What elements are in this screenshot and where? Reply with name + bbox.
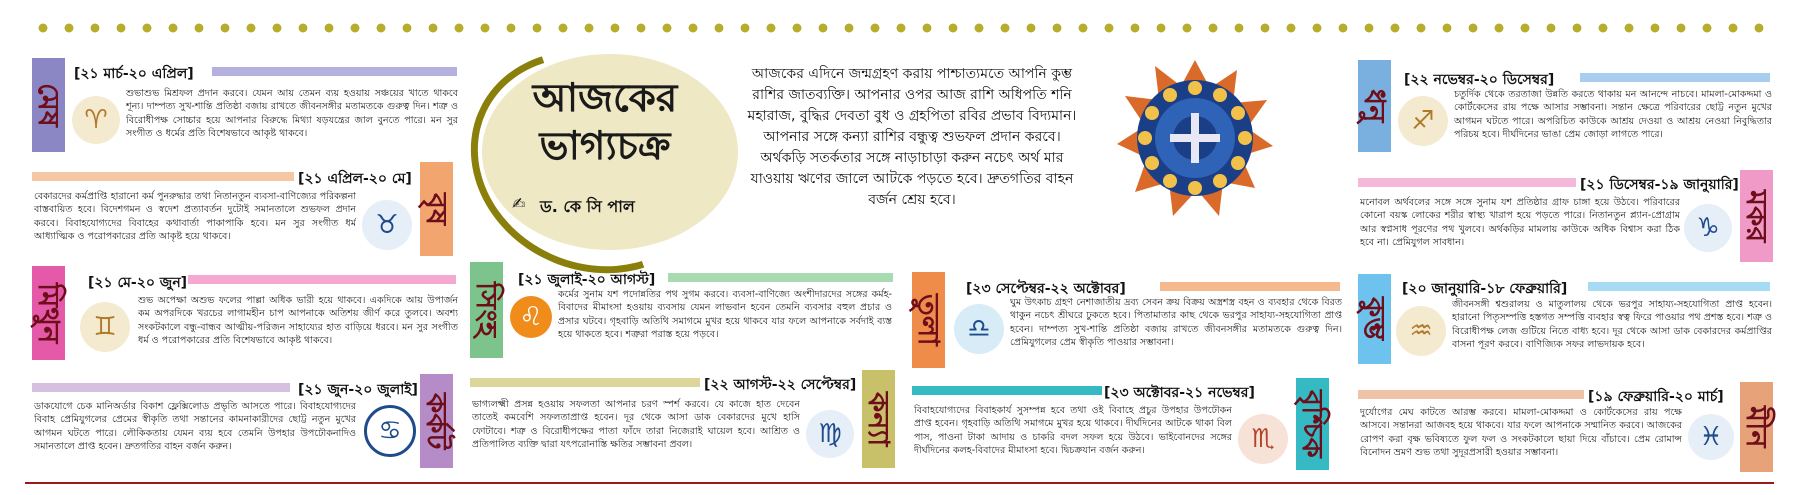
date-dhanu: [২২ নভেম্বর-২০ ডিসেম্বর] [1404, 72, 1555, 88]
stripe-tula [1160, 282, 1340, 291]
gemini-symbol-icon: ♊ [80, 302, 130, 352]
sign-name-brish: বৃষ [420, 192, 454, 226]
text-brish: বেকারদের কর্মপ্রাপ্তি হারানো কর্ম পুনরুদ্ধার তথা নিতানতুন ব্যবসা-বাণিজ্যের পরিকল্পনা বাস্তবায়িত হবে। বিদেশগমন ও স্বদেশ প্রত্যাবর্তন দুটোই সমানতালে শুভফল প্রদান করবে। বিবাহযোগ্যদের বিবাহের কথাবার্তা পাকাপাকি হবে। মন সুর সংগীত ধর্ম আধ্যাত্মিক ও পরোপকারের প্রতি আকৃষ্ট হয়ে থাকবে। [34, 191, 356, 243]
stripe-brishchik [912, 386, 1102, 395]
sign-name-brishchik: বৃশ্চিক [1296, 390, 1330, 458]
date-kanya: [২২ আগস্ট-২২ সেপ্টেম্বর] [704, 377, 857, 393]
sign-name-makar: মকর [1740, 189, 1774, 243]
sign-name-dhanu: ধনু [1358, 89, 1392, 123]
aquarius-symbol-icon: ♒ [1396, 306, 1446, 356]
sign-tab-mithun [32, 266, 65, 360]
text-mithun: শুভ অপেক্ষা অশুভ ফলের পাল্লা অধিক ভারী হয়ে থাকবে। একদিকে আয় উপার্জন কম অপরদিকে খরচের লাগামহীন চাপ আপনাকে অতিশয় জীর্ণ করে তুলবে। অবশ্য সংকটকালে বন্ধু-বান্ধব আত্মীয়-পরিজন সাহায্যের হাত বাড়িয়ে ধরবে। মন সুর সংগীত ধর্ম ও পরোপকারের প্রতি বিশেষভাবে আকৃষ্ট থাকবে। [138, 295, 458, 347]
text-kumbha: জীবনসঙ্গী শ্বশুরালয় ও মাতুলালয় থেকে ভরপুর সাহায্য-সহযোগিতা প্রাপ্ত হবেন। হারানো পিতৃসম্পত্তি হস্তগত সম্পত্তি ব্যবহার স্বত্ব ফিরে পাওয়ার পথ প্রশস্ত হবে। শত্রু ও বিরোধীপক্ষ লেজ গুটিয়ে নিতে বাধ্য হবে। দূর থেকে আসা ডাক বেকারদের কর্মপ্রাপ্তির বাসনা পূরণ করবে। বাণিজ্যিক সফর লাভদায়ক হবে। [1452, 299, 1772, 351]
stripe-brish [32, 172, 294, 181]
text-singha: কর্মের সুনাম যশ পদোন্নতির পথ সুগম করবে। ব্যবসা-বাণিজ্যে অংশীদারদের সঙ্গের কর্মহ-বিবাদের মীমাংসা হওয়ায় ব্যবসায় যেমন লাভবান হবেন তেমনি ব্যবসার বহুল প্রচার ও প্রসার ঘটবে। গৃহবাড়ি অতিথি সমাগমে মুখর হয়ে থাকবে যার ফলে আপনাকে সর্বদাই ব্যস্ত হয়ে থাকতে হবে। শত্রুরা পরাস্ত হয়ে পড়বে। [558, 289, 892, 341]
stripe-kanya [470, 378, 700, 387]
top-dotted-border [30, 22, 1774, 34]
stripe-kumbha [1588, 282, 1770, 291]
sign-tab-karkat [420, 374, 453, 468]
sign-tab-singha [470, 262, 503, 358]
virgo-symbol-icon: ♍ [806, 410, 854, 458]
sign-tab-meen [1740, 382, 1773, 472]
text-kanya: ভাগ্যলক্ষ্মী প্রসন্ন হওয়ায় সফলতা আপনার চরণ স্পর্শ করবে। যে কাজে হাত দেবেন তাতেই কমবেশি সফলতাপ্রাপ্ত হবেন। দূর থেকে আসা ডাক বেকারদের মুখে হাসি ফোটাবে। শত্রু ও বিরোধীপক্ষের পাতা ফাঁদে তারা নিজেরাই ঘায়েল হবে। আশ্রিত ও প্রতিপালিত ব্যক্তি দ্বারা যৎপরোনাস্তি ক্ষতির সম্ভাবনা প্রবল। [472, 399, 800, 451]
text-meen: দুর্যোগের মেঘ কাটতে আরম্ভ করবে। মামলা-মোকদ্দমা ও কোর্টকেসের রায় পক্ষে আসবে। সন্তানরা আজবহ হয়ে থাকবে। যার ফলে আপনাকে সম্মানিত করবে। আজকের রোপণ করা বৃক্ষ ভবিষ্যতে ফুল ফল ও সংকটকালে ছায়া দিয়ে বাঁচাবে। প্রেম রোমান্স বিনোদন ভ্রমণ শুভ তথা সুদূরপ্রসারী হওয়ার সম্ভাবনা। [1360, 407, 1682, 459]
sign-name-singha: সিংহ [470, 282, 504, 338]
intro-text: আজকের এদিনে জন্মগ্রহণ করায় পাশ্চাত্যমতে আপনি কুম্ভ রাশির জাতব্যক্তি। আপনার ওপর আজ রাশি অধিপতি শনি মহারাজ, বুদ্ধির দেবতা বুধ ও গ্রহপিতা রবির প্রভাব বিদ্যমান। আপনার সঙ্গে কন্যা রাশির বন্ধুত্ব শুভফল প্রদান করবে। অর্থকড়ি সতর্কতার সঙ্গে নাড়াচাড়া করুন নচেৎ অর্থ মার যাওয়ায় ঋণের জালে আটকে পড়তে হবে। দ্রুতগতির বাহন বর্জন শ্রেয় হবে। [747, 66, 1077, 208]
sign-name-karkat: কর্কট [420, 392, 454, 450]
sign-name-mesh: মেষ [32, 83, 66, 127]
page-title: আজকের ভাগ্যচক্র [532, 75, 678, 169]
aries-symbol-icon: ♈ [72, 96, 120, 144]
date-kumbha: [২০ জানুয়ারি-১৮ ফেব্রুয়ারি] [1402, 281, 1568, 297]
text-mesh: শুভাশুভ মিশ্রফল প্রদান করবে। যেমন আয় তেমন ব্যয় হওয়ায় সঞ্চয়ের খাতে থাকবে শূন্য। দাম্পত্য সুখ-শান্তি প্রতিষ্ঠা বজায় রাখতে জীবনসঙ্গীর মতামতকে গুরুত্ব দিন। শত্রু ও বিরোধীপক্ষ সোচ্চার হয়ে আপনার বিরুদ্ধে মিথ্যা ষড়যন্ত্রের জাল বুনতে পারে। মন সুর সংগীত ও ধর্মের প্রতি বিশেষভাবে আকৃষ্ট থাকবে। [126, 88, 458, 140]
stripe-dhanu [1580, 73, 1770, 82]
sign-tab-tula [912, 272, 945, 368]
date-brishchik: [২৩ অক্টোবর-২১ নভেম্বর] [1104, 385, 1255, 401]
sign-tab-brish [420, 162, 453, 256]
leo-symbol-icon: ♌ [510, 296, 552, 338]
capricorn-symbol-icon: ♑ [1684, 204, 1732, 252]
date-karkat: [২১ জুন-২০ জুলাই] [298, 382, 418, 398]
sign-name-tula: তুলা [912, 294, 946, 346]
zodiac-wheel-icon [1115, 58, 1275, 218]
date-tula: [২৩ সেপ্টেম্বর-২২ অক্টোবর] [966, 281, 1126, 297]
sign-tab-kanya [862, 370, 895, 468]
scorpio-symbol-icon: ♏ [1238, 414, 1288, 464]
date-mesh: [২১ মার্চ-২০ এপ্রিল] [74, 66, 194, 82]
bottom-rule [25, 482, 1774, 484]
cancer-symbol-icon: ♋ [364, 405, 416, 457]
date-makar: [২১ ডিসেম্বর-১৯ জানুয়ারি] [1580, 177, 1739, 193]
stripe-mithun [188, 275, 456, 284]
pisces-symbol-icon: ♓ [1688, 414, 1734, 460]
date-meen: [১৯ ফেব্রুয়ারি-২০ মার্চ] [1588, 389, 1724, 405]
sign-name-meen: মীন [1740, 406, 1774, 448]
stripe-makar [1358, 178, 1576, 187]
stripe-meen [1358, 390, 1584, 399]
libra-symbol-icon: ♎ [954, 304, 1004, 354]
sagittarius-symbol-icon: ♐ [1398, 96, 1448, 146]
taurus-symbol-icon: ♉ [362, 200, 412, 250]
date-singha: [২১ জুলাই-২০ আগস্ট] [518, 272, 656, 288]
stripe-singha [668, 273, 893, 282]
text-makar: মনোবল অর্থবলের সঙ্গে সঙ্গে সুনাম যশ প্রতিষ্ঠার গ্রাফ চাঙ্গা হয়ে উঠবে। পরিবারের কোনো বয়স্ক লোকের শরীর স্বাস্থ্য খারাপ হয়ে পড়তে পারে। নিতানতুন প্ল্যান-প্রোগ্রাম আর স্বপ্নসাধ পূরণের পথ খুলবে। অর্থকড়ির মামলায় কাউকে অধিক বিশ্বাস করা ঠিক হবে না। প্রেমিযুগল সাবধান। [1360, 197, 1680, 249]
text-karkat: ডাকযোগে চেক মানিঅর্ডার বিকাশ ফ্লেক্সিলোড প্রভৃতি আসতে পারে। বিবাহযোগ্যদের বিবাহ প্রেমিযুগলের প্রেমের স্বীকৃতি তথা সন্তানের কামনাকারীদের ছোট্ট নতুন মুখের আগমন ঘটতে পারে। লৌকিকতায় যেমন ব্যয় হবে তেমনি উপহার উপঢৌকনাদিও সমানতালে প্রাপ্ত হবেন। দ্রুতগতির বাহন বর্জন করুন। [34, 401, 356, 453]
stripe-karkat [32, 383, 290, 392]
sign-name-kumbha: কুম্ভ [1358, 297, 1392, 341]
sign-tab-makar [1740, 170, 1773, 262]
sign-tab-kumbha [1358, 274, 1391, 364]
text-brishchik: বিবাহযোগ্যদের বিবাহকার্য সুসম্পন্ন হবে তথা ওই বিবাহে প্রচুর উপহার উপঢৌকন প্রাপ্ত হবেন। গৃহবাড়ি অতিথি সমাগমে মুখর হয়ে থাকবে। দীর্ঘদিনের আটকে থাকা বিল পাস, পাওনা টাকা আদায় ও চাকরি বদল সফল হয়ে উঠবে। ভাইবোনদের সঙ্গের দীর্ঘদিনের কলহ-বিবাদের মীমাংসা হবে। দ্বিচক্রযান বর্জন করুন। [914, 405, 1232, 457]
author-name: ড. কে সি পাল [540, 197, 635, 216]
sign-name-kanya: কন্যা [862, 391, 896, 447]
sign-tab-dhanu [1358, 60, 1391, 152]
sign-tab-mesh [32, 58, 65, 152]
stripe-mesh [212, 67, 457, 76]
date-brish: [২১ এপ্রিল-২০ মে] [298, 171, 412, 187]
pen-icon: ✍ [512, 194, 526, 213]
text-dhanu: চতুর্দিক থেকে তরতাজা উন্নতি করতে থাকায় মন আনন্দে নাচবে। মামলা-মোকদ্দমা ও কোর্টকেসের রায় পক্ষে আসার সম্ভাবনা। সন্তান ক্ষেত্রে পরিবারের ছোট্ট নতুন মুখের আগমন ঘটতে পারে। অপরিচিত কাউকে আশ্রয় দেওয়া ও আশ্রয় নেওয়া নিবুদ্ধিতার পরিচয় হবে। দীর্ঘদিনের ভাঙা প্রেম জোড়া লাগতে পারে। [1454, 89, 1772, 141]
sign-tab-brishchik [1296, 378, 1329, 470]
sign-name-mithun: মিথুন [32, 282, 66, 344]
date-mithun: [২১ মে-২০ জুন] [88, 275, 188, 291]
text-tula: ঘুম উৎকাচ গ্রহণ নেশাজাতীয় দ্রব্য সেবন ক্রয় বিক্রয় অস্ত্রশস্ত্র বহন ও ব্যবহার থেকে বিরত থাকুন নচেৎ শ্রীঘরে ঢুকতে হবে। পিতামাতার কাছ থেকে ভরপুর সাহায্য-সহযোগিতা প্রাপ্ত হবেন। দাম্পত্য সুখ-শান্তি প্রতিষ্ঠা বজায় রাখতে জীবনসঙ্গীর মতামতকে গুরুত্ব দিন। প্রেমিযুগলের প্রেম স্বীকৃতি পাওয়ার সম্ভাবনা। [1010, 297, 1342, 349]
